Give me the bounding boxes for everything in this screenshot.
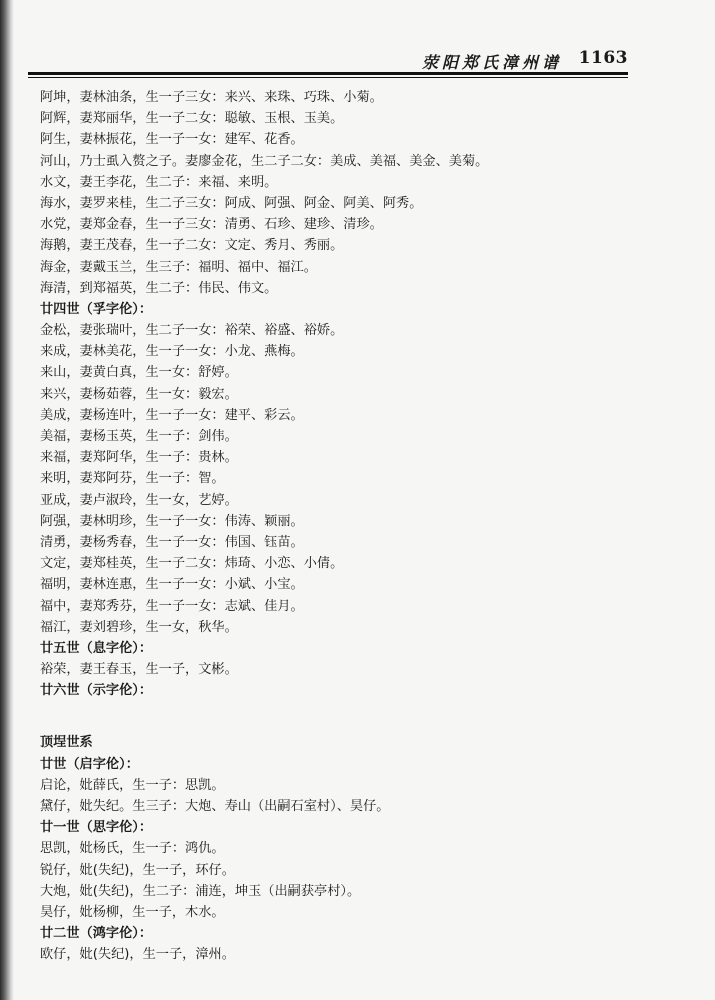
genealogy-entry: 启论，妣薛氏，生一子：思凯。 xyxy=(40,777,225,793)
genealogy-entry: 昊仔，妣杨柳，生一子，木水。 xyxy=(40,904,225,920)
genealogy-entry: 欧仔，妣(失纪)，生一子，漳州。 xyxy=(40,947,235,963)
genealogy-entry: 美成，妻杨连叶，生一子一女：建平、彩云。 xyxy=(40,407,304,423)
genealogy-entry: 海清，到郑福英，生二子：伟民、伟文。 xyxy=(40,280,278,296)
generation-heading: 廿二世（鸿字伦）： xyxy=(40,926,153,942)
genealogy-entry: 阿辉，妻郑丽华，生一子二女：聪敏、玉根、玉美。 xyxy=(40,111,344,127)
genealogy-entry: 来福，妻郑阿华，生一子：贵林。 xyxy=(40,450,238,466)
genealogy-entry: 福明，妻林连惠，生一子一女：小斌、小宝。 xyxy=(40,577,304,593)
genealogy-entry: 锐仔，妣(失纪)，生一子，环仔。 xyxy=(40,862,235,878)
genealogy-entry: 海金，妻戴玉兰，生三子：福明、福中、福江。 xyxy=(40,259,317,275)
genealogy-entry: 阿生，妻林振花，生一子一女：建军、花香。 xyxy=(40,132,304,148)
genealogy-entry: 文定，妻郑桂英，生一子二女：炜琦、小恋、小倩。 xyxy=(40,556,344,572)
genealogy-entry: 来成，妻林美花，生一子一女：小龙、燕梅。 xyxy=(40,344,304,360)
generation-heading: 廿四世（孚字伦）： xyxy=(40,301,153,317)
genealogy-entry: 来明，妻郑阿芬，生一子：智。 xyxy=(40,471,225,487)
header-rule-thin xyxy=(28,77,628,78)
header-title: 荥阳郑氏漳州谱 xyxy=(421,53,562,72)
section-dingcheng-lineage xyxy=(40,732,640,965)
genealogy-entry: 美福，妻杨玉英，生一子：剑伟。 xyxy=(40,429,238,444)
genealogy-entry: 海鹅，妻王茂春，生一子二女：文定、秀月、秀丽。 xyxy=(40,238,344,254)
genealogy-entry: 海水，妻罗来桂，生二子三女：阿成、阿强、阿金、阿美、阿秀。 xyxy=(40,195,423,211)
genealogy-entry: 水文，妻王李花，生二子：来福、来明。 xyxy=(40,174,278,190)
generation-heading: 顶埕世系 xyxy=(40,735,93,751)
genealogy-entry: 清勇，妻杨秀春，生一子一女：伟国、钰苗。 xyxy=(40,534,304,550)
generation-heading: 廿一世（思字伦）： xyxy=(40,820,153,836)
genealogy-entry: 裕荣，妻王春玉，生一子，文彬。 xyxy=(40,662,238,678)
generation-heading: 廿世（启字伦）： xyxy=(40,756,139,772)
genealogy-entry: 福江，妻刘碧珍，生一女，秋华。 xyxy=(40,619,238,635)
header-rule-thick xyxy=(28,72,628,75)
section-lineage-continued xyxy=(40,87,640,701)
genealogy-entry: 思凯，妣杨氏，生一子：鸿仇。 xyxy=(40,841,225,857)
book-spine-shadow xyxy=(0,0,14,1000)
genealogy-entry: 阿强，妻林明珍，生一子一女：伟涛、颖丽。 xyxy=(40,513,304,529)
genealogy-entry: 金松，妻张瑞叶，生二子一女：裕荣、裕盛、裕娇。 xyxy=(40,323,344,339)
page-number: 1163 xyxy=(578,48,628,68)
genealogy-entry: 福中，妻郑秀芬，生一子一女：志斌、佳月。 xyxy=(40,598,304,614)
genealogy-entry: 来兴，妻杨茹蓉，生一女：毅宏。 xyxy=(40,386,238,402)
genealogy-entry: 亚成，妻卢淑玲，生一女，艺婷。 xyxy=(40,492,238,508)
genealogy-entry: 水党，妻郑金春，生一子三女：清勇、石珍、建珍、清珍。 xyxy=(40,217,383,233)
genealogy-entry: 黛仔，妣失纪。生三子：大炮、寿山（出嗣石室村）、昊仔。 xyxy=(40,799,390,814)
generation-heading: 廿五世（息字伦）： xyxy=(40,640,153,656)
section-gap xyxy=(40,701,640,732)
genealogy-entry: 大炮，妣(失纪)，生二子：浦连，坤玉（出嗣获亭村）。 xyxy=(40,883,361,899)
genealogy-body xyxy=(40,87,640,966)
running-header xyxy=(30,46,628,70)
genealogy-entry: 河山，乃士虱入赘之子。妻廖金花，生二子二女：美成、美福、美金、美菊。 xyxy=(40,153,489,169)
generation-heading: 廿六世（示字伦）： xyxy=(40,683,153,699)
genealogy-entry: 来山，妻黄白真，生一女：舒婷。 xyxy=(40,365,238,381)
genealogy-entry: 阿坤，妻林油条，生一子三女：来兴、来珠、巧珠、小菊。 xyxy=(40,90,383,105)
